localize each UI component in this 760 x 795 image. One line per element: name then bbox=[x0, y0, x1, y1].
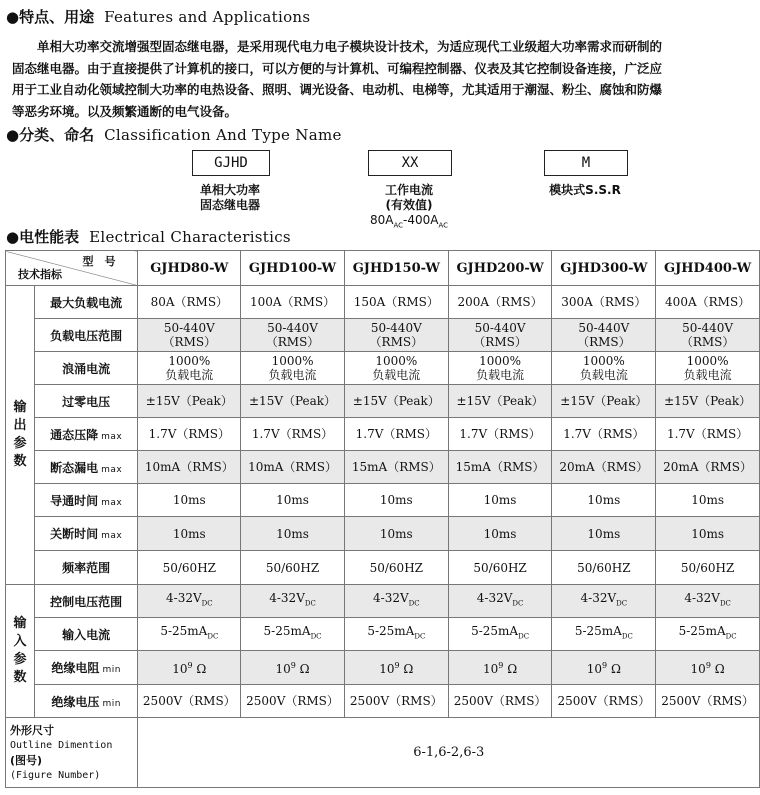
model-header: GJHD300-W bbox=[552, 251, 656, 286]
bullet-icon: ● bbox=[6, 228, 20, 246]
table-cell: $10^9$ Ω bbox=[344, 651, 448, 685]
table-cell: 2500V（RMS） bbox=[552, 685, 656, 718]
table-cell: $10^9$ Ω bbox=[448, 651, 552, 685]
table-cell: 10ms bbox=[552, 517, 656, 551]
table-cell: 50/60HZ bbox=[138, 551, 241, 585]
table-cell: 10ms bbox=[138, 517, 241, 551]
table-cell: 10mA（RMS） bbox=[138, 451, 241, 484]
table-cell: ±15V（Peak） bbox=[448, 385, 552, 418]
param-label: 输入电流 bbox=[34, 618, 138, 651]
table-row bbox=[6, 352, 760, 385]
output-group-label: 输 出 参 数 bbox=[6, 286, 35, 585]
table-cell: 50-440V （RMS） bbox=[138, 319, 241, 352]
model-header: GJHD150-W bbox=[344, 251, 448, 286]
outline-figure-numbers: 6-1,6-2,6-3 bbox=[138, 718, 760, 788]
table-row bbox=[6, 484, 760, 517]
table-cell: 50/60HZ bbox=[656, 551, 760, 585]
param-label: 绝缘电压 min bbox=[34, 685, 138, 718]
table-cell: 1.7V（RMS） bbox=[448, 418, 552, 451]
table-cell: 10ms bbox=[656, 517, 760, 551]
type-code-box-gjhd: GJHD bbox=[192, 150, 270, 176]
table-cell: 1000% 负载电流 bbox=[552, 352, 656, 385]
bullet-icon: ● bbox=[6, 8, 20, 26]
features-line: 固态继电器。由于直接提供了计算机的接口，可以方便的与计算机、可编程控制器、仪表及其它控制设备连接，广泛应 bbox=[12, 60, 663, 76]
model-header: GJHD400-W bbox=[656, 251, 760, 286]
table-row bbox=[6, 585, 760, 618]
table-cell: $4-32V_{DC}$ bbox=[656, 585, 760, 618]
table-cell: 2500V（RMS） bbox=[656, 685, 760, 718]
table-cell: 15mA（RMS） bbox=[448, 451, 552, 484]
table-cell: $5-25mA_{DC}$ bbox=[448, 618, 552, 651]
table-cell: $10^9$ Ω bbox=[138, 651, 241, 685]
table-cell: ±15V（Peak） bbox=[656, 385, 760, 418]
table-cell: ±15V（Peak） bbox=[138, 385, 241, 418]
table-cell: $4-32V_{DC}$ bbox=[241, 585, 345, 618]
table-cell: 50/60HZ bbox=[241, 551, 345, 585]
type-code-box-current: XX bbox=[368, 150, 452, 176]
table-cell: 100A（RMS） bbox=[241, 286, 345, 319]
table-cell: ±15V（Peak） bbox=[552, 385, 656, 418]
table-cell: $4-32V_{DC}$ bbox=[448, 585, 552, 618]
param-label: 最大负载电流 bbox=[34, 286, 138, 319]
table-cell: 10ms bbox=[448, 484, 552, 517]
model-header: GJHD100-W bbox=[241, 251, 345, 286]
table-cell: 50-440V （RMS） bbox=[448, 319, 552, 352]
table-cell: 10ms bbox=[552, 484, 656, 517]
table-row bbox=[6, 651, 760, 685]
table-cell: 1.7V（RMS） bbox=[138, 418, 241, 451]
table-cell: 1.7V（RMS） bbox=[241, 418, 345, 451]
table-cell: $10^9$ Ω bbox=[552, 651, 656, 685]
table-row bbox=[6, 451, 760, 484]
table-cell: $5-25mA_{DC}$ bbox=[241, 618, 345, 651]
table-cell: 1000% 负载电流 bbox=[656, 352, 760, 385]
features-line: 等恶劣环境。以及频繁通断的电气设备。 bbox=[12, 103, 238, 119]
table-cell: $4-32V_{DC}$ bbox=[552, 585, 656, 618]
table-cell: 1000% 负载电流 bbox=[448, 352, 552, 385]
table-cell: 2500V（RMS） bbox=[241, 685, 345, 718]
table-cell: 10ms bbox=[241, 484, 345, 517]
table-cell: 150A（RMS） bbox=[344, 286, 448, 319]
table-cell: 2500V（RMS） bbox=[138, 685, 241, 718]
type-code-caption-3: 模块式S.S.R bbox=[549, 183, 621, 197]
table-cell: 1000% 负载电流 bbox=[241, 352, 345, 385]
outline-label: 外形尺寸 Outline Dimention (图号) (Figure Number) bbox=[6, 718, 138, 788]
table-cell: 50-440V （RMS） bbox=[241, 319, 345, 352]
table-cell: $5-25mA_{DC}$ bbox=[552, 618, 656, 651]
param-label: 导通时间 max bbox=[34, 484, 138, 517]
table-cell: ±15V（Peak） bbox=[344, 385, 448, 418]
table-cell: $10^9$ Ω bbox=[656, 651, 760, 685]
table-cell: 400A（RMS） bbox=[656, 286, 760, 319]
outline-row bbox=[6, 718, 760, 788]
features-paragraph bbox=[12, 36, 754, 122]
table-row bbox=[6, 517, 760, 551]
section-features-heading: ●特点、用途 Features and Applications bbox=[6, 8, 311, 26]
type-code-box-module: M bbox=[544, 150, 628, 176]
table-cell: 1.7V（RMS） bbox=[552, 418, 656, 451]
table-row bbox=[6, 385, 760, 418]
table-cell: $5-25mA_{DC}$ bbox=[344, 618, 448, 651]
param-label: 过零电压 bbox=[34, 385, 138, 418]
table-cell: ±15V（Peak） bbox=[241, 385, 345, 418]
section-electrical-heading: ●电性能表 Electrical Characteristics bbox=[6, 228, 291, 246]
param-label: 通态压降 max bbox=[34, 418, 138, 451]
table-cell: 50-440V （RMS） bbox=[656, 319, 760, 352]
table-cell: 10mA（RMS） bbox=[241, 451, 345, 484]
table-cell: 1.7V（RMS） bbox=[344, 418, 448, 451]
table-cell: 2500V（RMS） bbox=[448, 685, 552, 718]
param-label: 绝缘电阻 min bbox=[34, 651, 138, 685]
param-label: 关断时间 max bbox=[34, 517, 138, 551]
bullet-icon: ● bbox=[6, 126, 20, 144]
table-row bbox=[6, 418, 760, 451]
table-row bbox=[6, 685, 760, 718]
table-cell: 2500V（RMS） bbox=[344, 685, 448, 718]
table-cell: 10ms bbox=[656, 484, 760, 517]
table-cell: 10ms bbox=[344, 517, 448, 551]
param-label: 负载电压范围 bbox=[34, 319, 138, 352]
table-row bbox=[6, 618, 760, 651]
table-cell: 50/60HZ bbox=[344, 551, 448, 585]
table-cell: $5-25mA_{DC}$ bbox=[138, 618, 241, 651]
table-cell: 200A（RMS） bbox=[448, 286, 552, 319]
table-row bbox=[6, 551, 760, 585]
table-cell: 50/60HZ bbox=[552, 551, 656, 585]
table-cell: 50/60HZ bbox=[448, 551, 552, 585]
table-cell: 300A（RMS） bbox=[552, 286, 656, 319]
section-classification-heading: ●分类、命名 Classification And Type Name bbox=[6, 126, 342, 144]
param-label: 频率范围 bbox=[34, 551, 138, 585]
param-label: 控制电压范围 bbox=[34, 585, 138, 618]
table-cell: 10ms bbox=[241, 517, 345, 551]
param-label: 浪涌电流 bbox=[34, 352, 138, 385]
type-code-caption-1: 单相大功率 固态继电器 bbox=[199, 183, 260, 212]
features-line: 用于工业自动化领域控制大功率的电热设备、照明、调光设备、电动机、电梯等，尤其适用于潮湿、粉尘、腐蚀和防爆 bbox=[12, 82, 663, 97]
table-cell: $5-25mA_{DC}$ bbox=[656, 618, 760, 651]
table-cell: 50-440V （RMS） bbox=[552, 319, 656, 352]
table-cell: 1000% 负载电流 bbox=[344, 352, 448, 385]
table-cell: 20mA（RMS） bbox=[656, 451, 760, 484]
table-cell: $4-32V_{DC}$ bbox=[344, 585, 448, 618]
type-code-caption-2: 工作电流 (有效值) $80A_{AC}-400A_{AC}$ bbox=[369, 183, 449, 230]
model-header: GJHD80-W bbox=[138, 251, 241, 286]
features-line: 单相大功率交流增强型固态继电器，是采用现代电力电子模块设计技术，为适应现代工业级超大功率需求而研制的 bbox=[12, 39, 663, 54]
table-cell: 1000% 负载电流 bbox=[138, 352, 241, 385]
table-cell: 10ms bbox=[448, 517, 552, 551]
electrical-characteristics-table bbox=[5, 250, 760, 788]
table-header-row bbox=[6, 251, 760, 286]
table-cell: 20mA（RMS） bbox=[552, 451, 656, 484]
input-group-label: 输 入 参 数 bbox=[6, 585, 35, 718]
table-cell: $4-32V_{DC}$ bbox=[138, 585, 241, 618]
header-diagonal-cell: 型 号 技术指标 bbox=[6, 251, 138, 286]
table-cell: 50-440V （RMS） bbox=[344, 319, 448, 352]
table-cell: 10ms bbox=[138, 484, 241, 517]
table-cell: 80A（RMS） bbox=[138, 286, 241, 319]
table-cell: $10^9$ Ω bbox=[241, 651, 345, 685]
table-row bbox=[6, 319, 760, 352]
param-label: 断态漏电 max bbox=[34, 451, 138, 484]
table-cell: 1.7V（RMS） bbox=[656, 418, 760, 451]
model-header: GJHD200-W bbox=[448, 251, 552, 286]
table-cell: 15mA（RMS） bbox=[344, 451, 448, 484]
table-cell: 10ms bbox=[344, 484, 448, 517]
table-row bbox=[6, 286, 760, 319]
